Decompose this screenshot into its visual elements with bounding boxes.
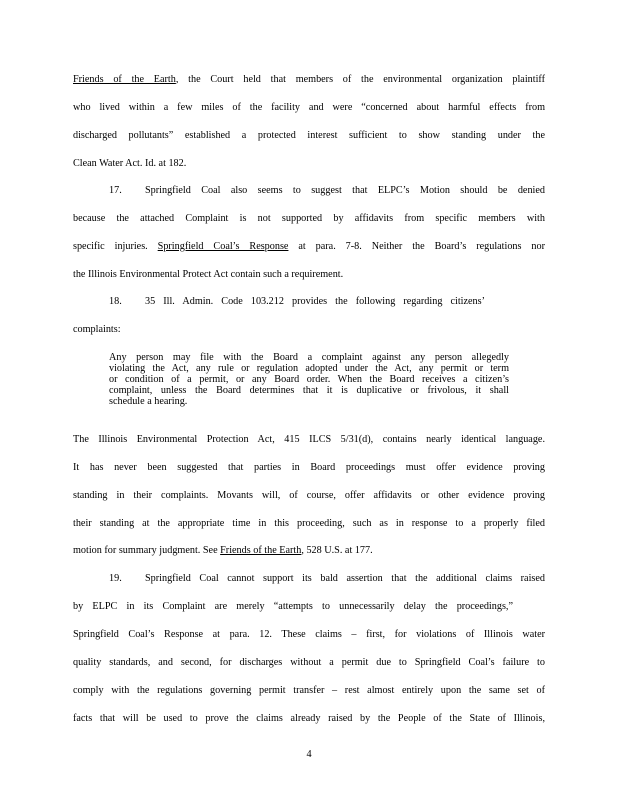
text-line: by ELPC in its Complaint are merely “attempts to unnecessarily delay the proceedings,” [73,601,513,612]
text-line: because the attached Complaint is not supported by affidavits from specific members with [73,213,545,224]
text-line: It has never been suggested that parties in Board proceedings must offer evidence proving [73,462,545,473]
text-line: complaints: [73,324,121,335]
text-line: discharged pollutants” established a protected interest sufficient to show standing under the [73,130,545,141]
text-line: their standing at the appropriate time in this proceeding, such as in response to a properly filed [73,518,545,529]
text-line: Friends of the Earth, the Court held that members of the environmental organization plaintiff [73,74,545,85]
text-line: The Illinois Environmental Protection Act, 415 ILCS 5/31(d), contains nearly identical language. [73,434,545,445]
text-line: quality standards, and second, for discharges without a permit due to Springfield Coal’s failure to [73,657,545,668]
text-line: comply with the regulations governing permit transfer – rest almost entirely upon the same set of [73,685,545,696]
case-citation: Friends of the Earth [73,74,176,85]
blockquote-line: or condition of a permit, or any Board order. When the Board receives a citizen’s [109,374,509,385]
text-line: Clean Water Act. Id. at 182. [73,158,187,169]
paragraph-number: 19. [109,573,122,584]
case-citation: Friends of the Earth [220,545,302,556]
blockquote-line: schedule a hearing. [109,396,188,407]
text-line: facts that will be used to prove the claims already raised by the People of the State of Illinois, [73,713,545,724]
text-line: standing in their complaints. Movants will, of course, offer affidavits or other evidence proving [73,490,545,501]
paragraph-number: 17. [109,185,122,196]
blockquote-line: Any person may file with the Board a complaint against any person allegedly [109,352,509,363]
paragraph-18-start: 18. 35 Ill. Admin. Code 103.212 provides the following regarding citizens’ [109,296,485,307]
blockquote-line: complaint, unless the Board determines that it is duplicative or frivolous, it shall [109,385,509,396]
blockquote-line: violating the Act, any rule or regulation adopted under the Act, any permit or term [109,363,509,374]
text-line: the Illinois Environmental Protect Act contain such a requirement. [73,269,344,280]
text-line: motion for summary judgment. See Friends of the Earth, 528 U.S. at 177. [73,545,373,556]
text-line: who lived within a few miles of the facility and were “concerned about harmful effects from [73,102,545,113]
case-citation: Springfield Coal’s Response [157,241,289,252]
paragraph-17-start: 17. Springfield Coal also seems to suggest that ELPC’s Motion should be denied [109,185,545,196]
paragraph-number: 18. [109,296,122,307]
page-number: 4 [306,749,312,760]
text-line: Springfield Coal’s Response at para. 12. These claims – first, for violations of Illinois water [73,629,545,640]
paragraph-19-start: 19. Springfield Coal cannot support its bald assertion that the additional claims raised [109,573,545,584]
text-line: specific injuries. Springfield Coal’s Response at para. 7-8. Neither the Board’s regulations nor [73,241,545,252]
